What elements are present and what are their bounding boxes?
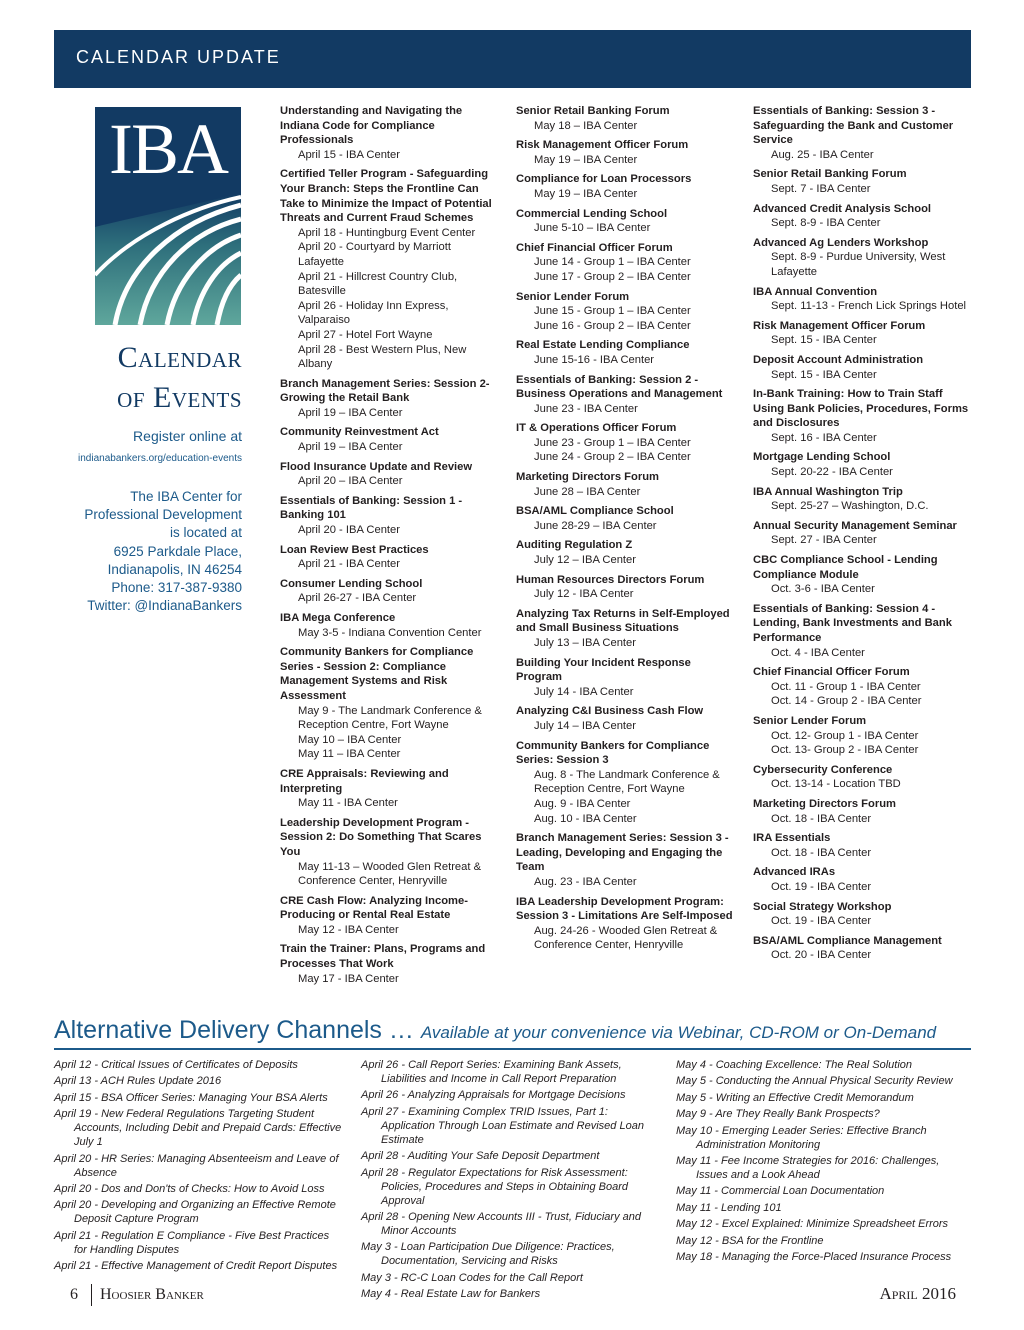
event-title: CBC Compliance School - Lending Compliance Module [753,554,938,581]
webinar-item: May 5 - Conducting the Annual Physical Security Review [676,1075,953,1088]
webinar-item: April 27 - Examining Complex TRID Issues, Part 1: Application Through Loan Estimate and Revised Loan Estimate [361,1105,644,1146]
event-date: June 24 - Group 2 – IBA Center [534,451,691,464]
alt-delivery-column-2 [361,1058,661,1304]
event-item [280,543,495,572]
event-date: Oct. 13- Group 2 - IBA Center [771,744,919,757]
webinar-item: May 4 - Real Estate Law for Bankers [361,1288,541,1301]
event-title: Advanced IRAs [753,866,836,879]
webinar-item: May 12 - Excel Explained: Minimize Spreadsheet Errors [676,1218,949,1231]
event-date: April 18 - Huntingburg Event Center [298,226,476,239]
event-title: IBA Leadership Development Program: Session 3 - Limitations Are Self-Imposed [516,895,733,923]
event-title: Flood Insurance Update and Review [280,460,473,473]
event-item [280,645,495,762]
event-title: Branch Management Series: Session 3 - Leading, Developing and Engaging the Team [516,832,729,874]
events-column-2 [516,104,738,958]
webinar-item: April 13 - ACH Rules Update 2016 [54,1075,222,1088]
event-date: Oct. 13-14 - Location TBD [771,778,901,791]
event-date: July 14 – IBA Center [534,719,636,732]
event-item [516,241,738,285]
event-date: Oct. 18 - IBA Center [771,812,872,825]
event-item [280,942,495,986]
event-item [753,104,969,162]
event-item [753,353,969,382]
webinar-item: May 5 - Writing an Effective Credit Memorandum [676,1091,914,1104]
event-item [280,767,495,811]
event-item [516,290,738,334]
magazine-name: Hoosier Banker [100,1286,204,1303]
event-date: Aug. 25 - IBA Center [771,148,874,161]
event-item [753,387,969,445]
event-item [753,665,969,709]
register-url[interactable]: indianabankers.org/education-events [78,453,242,464]
event-title: In-Bank Training: How to Train Staff Using Bank Policies, Procedures, Forms and Disclosures [753,388,969,430]
event-title: IBA Mega Conference [280,612,396,624]
event-title: Essentials of Banking: Session 4 - Lending, Bank Investments and Bank Performance [753,602,952,644]
event-title: IBA Annual Convention [753,285,878,298]
event-date: May 12 - IBA Center [298,923,399,936]
event-title: Human Resources Directors Forum [516,573,705,586]
event-title: Branch Management Series: Session 2- Growing the Retail Bank [280,377,490,405]
event-item [516,538,738,567]
event-date: June 15-16 - IBA Center [534,353,655,366]
event-date: May 11 - IBA Center [298,797,398,810]
event-date: Sept. 20-22 - IBA Center [771,466,893,479]
event-title: Social Strategy Workshop [753,900,892,913]
event-title: Essentials of Banking: Session 1 - Banking 101 [280,494,463,522]
header-bar [54,30,971,88]
event-title: Risk Management Officer Forum [516,139,689,152]
event-item [280,104,495,162]
event-date: Aug. 23 - IBA Center [534,875,637,888]
event-date: Oct. 4 - IBA Center [771,646,865,659]
divider [54,1048,971,1050]
event-item [516,739,738,827]
event-date: April 21 - Hillcrest Country Club, Batesville [298,270,458,298]
event-title: Annual Security Management Seminar [753,519,957,532]
alt-delivery-column-1 [54,1058,344,1276]
event-item [753,285,969,314]
event-title: Building Your Incident Response Program [516,656,691,684]
webinar-item: April 28 - Auditing Your Safe Deposit Department [361,1150,600,1163]
webinar-item: May 10 - Emerging Leader Series: Effective Branch Administration Monitoring [676,1124,927,1151]
event-title: Cybersecurity Conference [753,763,893,776]
event-date: April 20 - IBA Center [298,524,400,537]
event-date: May 17 - IBA Center [298,972,399,985]
event-item [280,494,495,538]
event-item [516,138,738,167]
event-title: Chief Financial Officer Forum [516,241,673,254]
event-title: Senior Lender Forum [516,290,630,303]
event-date: April 19 – IBA Center [298,406,403,419]
event-date: April 20 - Courtyard by Marriott Lafayette [298,241,451,268]
address-line: is located at [169,525,242,541]
event-title: Analyzing C&I Business Cash Flow [516,705,704,718]
event-item [516,607,738,651]
event-title: IRA Essentials [753,832,831,845]
event-title: IBA Annual Washington Trip [753,485,903,498]
event-date: April 28 - Best Western Plus, New Albany [298,343,467,371]
event-item [753,763,969,792]
webinar-item: May 4 - Coaching Excellence: The Real Solution [676,1059,913,1071]
webinar-item: May 9 - Are They Really Bank Prospects? [676,1108,880,1121]
event-date: Sept. 15 - IBA Center [771,368,877,381]
event-date: Oct. 14 - Group 2 - IBA Center [771,695,922,708]
calendar-title [60,338,242,418]
address-line: Indianapolis, IN 46254 [107,561,242,577]
event-date: Sept. 25-27 – Washington, D.C. [771,500,929,513]
event-item [753,831,969,860]
event-title: Certified Teller Program - Safeguarding Your Branch: Steps the Frontline Can Take to Minimize the Impact of Potential Threats and Current Fraud Schemes [280,168,492,225]
event-item [516,470,738,499]
address-line: Professional Development [84,507,242,523]
event-date: June 28 – IBA Center [534,485,641,498]
event-date: Sept. 16 - IBA Center [771,431,877,444]
event-item [753,934,969,963]
event-item [516,831,738,889]
event-date: Oct. 11 - Group 1 - IBA Center [771,680,921,693]
address-line: Phone: 317-387-9380 [111,580,242,596]
event-item [280,816,495,889]
event-date: Sept. 15 - IBA Center [771,334,877,347]
event-date: June 14 - Group 1 – IBA Center [534,256,691,269]
webinar-item: May 11 - Fee Income Strategies for 2016: Challenges, Issues and a Look Ahead [676,1154,940,1181]
webinar-item: April 28 - Regulator Expectations for Risk Assessment: Policies, Procedures and Steps in Obtaining Board Approval [361,1166,629,1207]
event-date: May 3-5 - Indiana Convention Center [298,626,482,639]
event-title: Community Bankers for Compliance Series - Session 2: Compliance Management Systems and Risk Assessment [280,646,474,702]
event-item [280,460,495,489]
event-title: Essentials of Banking: Session 3 - Safeguarding the Bank and Customer Service [753,105,954,147]
event-title: Advanced Credit Analysis School [753,202,932,215]
calendar-title-line1: Calendar [117,341,242,374]
event-title: Real Estate Lending Compliance [516,339,690,352]
event-item [516,504,738,533]
event-date: July 13 – IBA Center [534,637,636,649]
event-title: Community Reinvestment Act [280,426,439,439]
event-title: CRE Appraisals: Reviewing and Interpreting [280,767,449,795]
event-item [753,553,969,597]
alt-delivery-title: Alternative Delivery Channels … [54,1016,414,1044]
event-title: Loan Review Best Practices [280,543,429,556]
webinar-item: April 20 - Dos and Don'ts of Checks: How to Avoid Loss [54,1182,325,1195]
event-date: Sept. 8-9 - Purdue University, West Lafayette [771,251,946,278]
register-text: Register online at [133,428,242,444]
event-date: June 23 - Group 1 – IBA Center [534,436,691,449]
address-line: The IBA Center for [130,489,242,504]
event-title: Marketing Directors Forum [516,471,659,484]
event-date: July 14 - IBA Center [534,685,634,698]
event-date: June 5-10 – IBA Center [534,222,651,235]
event-item [753,450,969,479]
alt-delivery-heading [54,1016,971,1045]
webinar-item: April 20 - Developing and Organizing an Effective Remote Deposit Capture Program [54,1199,336,1226]
event-item [753,167,969,196]
event-date: Sept. 11-13 - French Lick Springs Hotel [771,300,967,313]
webinar-item: April 15 - BSA Officer Series: Managing Your BSA Alerts [54,1091,328,1104]
event-item [516,207,738,236]
event-item [753,485,969,514]
webinar-item: April 21 - Effective Management of Credit Report Disputes [54,1260,338,1273]
event-title: BSA/AML Compliance Management [753,934,942,947]
event-item [753,602,969,660]
webinar-item: May 12 - BSA for the Frontline [676,1234,824,1247]
event-date: June 15 - Group 1 – IBA Center [534,305,691,318]
event-date: June 16 - Group 2 – IBA Center [534,319,691,332]
event-item [753,900,969,929]
event-date: Oct. 3-6 - IBA Center [771,583,875,596]
event-date: Oct. 20 - IBA Center [771,949,872,962]
webinar-item: May 11 - Commercial Loan Documentation [676,1185,885,1198]
event-date: July 12 – IBA Center [534,554,636,567]
event-item [516,421,738,465]
header-title: CALENDAR UPDATE [76,47,281,67]
events-column-1 [280,104,495,991]
alt-delivery-column-3 [676,1058,971,1266]
event-title: Compliance for Loan Processors [516,173,692,186]
event-item [516,172,738,201]
event-title: Auditing Regulation Z [516,539,633,552]
event-title: IT & Operations Officer Forum [516,422,677,435]
event-title: Analyzing Tax Returns in Self-Employed and Small Business Situations [516,607,730,635]
center-address [60,488,242,615]
event-item [753,202,969,231]
event-date: Oct. 19 - IBA Center [771,915,872,928]
event-title: Mortgage Lending School [753,451,891,464]
address-line: 6925 Parkdale Place, [113,543,242,559]
event-item [753,797,969,826]
webinar-item: April 19 - New Federal Regulations Targeting Student Accounts, Including Debit and Prepaid Cards: Effective July 1 [54,1108,342,1149]
event-date: April 21 - IBA Center [298,558,400,571]
event-item [516,573,738,602]
event-date: Oct. 19 - IBA Center [771,880,872,893]
event-item [753,519,969,548]
event-title: Risk Management Officer Forum [753,319,926,332]
events-column-3 [753,104,969,968]
event-date: May 11-13 – Wooded Glen Retreat & Conference Center, Henryville [298,860,482,888]
webinar-item: May 11 - Lending 101 [676,1201,782,1214]
event-date: Sept. 27 - IBA Center [771,534,877,547]
event-date: April 19 – IBA Center [298,441,403,454]
event-title: Understanding and Navigating the Indiana Code for Compliance Professionals [280,105,463,147]
event-date: Aug. 8 - The Landmark Conference & Reception Centre, Fort Wayne [534,768,720,796]
event-date: Oct. 12- Group 1 - IBA Center [771,729,919,742]
event-date: April 26 - Holiday Inn Express, Valparaiso [298,299,449,327]
event-date: April 15 - IBA Center [298,148,400,161]
event-date: Sept. 7 - IBA Center [771,182,871,195]
event-item [516,656,738,700]
event-date: Aug. 10 - IBA Center [534,812,637,825]
alt-delivery-subtitle: Available at your convenience via Webinar, CD-ROM or On-Demand [420,1023,937,1042]
event-item [280,894,495,938]
webinar-item: April 21 - Regulation E Compliance - Five Best Practices for Handling Disputes [54,1229,330,1256]
event-date: Aug. 24-26 - Wooded Glen Retreat & Conference Center, Henryville [534,924,718,952]
event-date: June 23 - IBA Center [534,402,638,415]
webinar-item: April 20 - HR Series: Managing Absenteeism and Leave of Absence [54,1152,339,1179]
event-item [753,865,969,894]
event-date: April 26-27 - IBA Center [298,592,417,605]
event-title: Leadership Development Program - Session 2: Do Something That Scares You [280,816,482,858]
event-title: Chief Financial Officer Forum [753,666,910,679]
webinar-item: April 26 - Call Report Series: Examining Bank Assets, Liabilities and Income in Call Report Preparation [361,1059,622,1085]
event-title: Senior Retail Banking Forum [516,105,670,117]
event-date: Oct. 18 - IBA Center [771,846,872,859]
event-title: Advanced Ag Lenders Workshop [753,236,929,249]
webinar-item: May 3 - RC-C Loan Codes for the Call Report [361,1271,583,1284]
event-title: Essentials of Banking: Session 2 - Business Operations and Management [516,373,723,401]
event-item [753,236,969,280]
webinar-item: May 18 - Managing the Force-Placed Insurance Process [676,1250,952,1263]
event-item [516,338,738,367]
event-item [753,714,969,758]
event-title: Senior Lender Forum [753,714,867,727]
event-date: June 17 - Group 2 – IBA Center [534,270,691,283]
event-title: Train the Trainer: Plans, Programs and Processes That Work [280,943,486,971]
event-date: May 11 – IBA Center [298,748,401,761]
event-date: July 12 - IBA Center [534,588,634,601]
event-date: May 19 – IBA Center [534,187,638,200]
event-title: Consumer Lending School [280,577,423,590]
address-line: Twitter: @IndianaBankers [87,598,242,614]
webinar-item: May 3 - Loan Participation Due Diligence: Practices, Documentation, Servicing and Risks [361,1241,615,1268]
event-item [516,373,738,417]
event-title: Senior Retail Banking Forum [753,168,907,181]
iba-logo [95,107,241,325]
event-date: May 9 - The Landmark Conference & Reception Centre, Fort Wayne [298,704,482,732]
webinar-item: April 12 - Critical Issues of Certificates of Deposits [54,1059,298,1071]
logo-text: IBA [109,109,227,189]
event-item [516,704,738,733]
event-item [280,377,495,421]
event-item [516,104,738,133]
event-date: Sept. 8-9 - IBA Center [771,217,881,230]
event-date: Aug. 9 - IBA Center [534,797,631,810]
event-title: Commercial Lending School [516,207,668,220]
event-date: April 20 – IBA Center [298,475,403,488]
event-title: CRE Cash Flow: Analyzing Income-Producing or Rental Real Estate [280,894,468,922]
event-item [280,577,495,606]
webinar-item: April 26 - Analyzing Appraisals for Mortgage Decisions [361,1089,626,1102]
issue-date: April 2016 [879,1284,956,1303]
event-title: Community Bankers for Compliance Series: Session 3 [516,739,710,767]
page-number: 6 [70,1286,78,1303]
event-item [280,425,495,454]
event-item [753,319,969,348]
footer-separator [91,1284,92,1306]
event-date: May 18 – IBA Center [534,119,638,132]
event-date: May 10 – IBA Center [298,733,402,746]
event-title: Marketing Directors Forum [753,797,896,810]
event-item [280,167,495,371]
event-date: June 28-29 – IBA Center [534,519,657,532]
calendar-title-line2: of Events [117,381,242,414]
event-date: May 19 – IBA Center [534,153,638,166]
event-date: April 27 - Hotel Fort Wayne [298,328,433,341]
event-item [280,611,495,640]
event-title: Deposit Account Administration [753,353,924,366]
webinar-item: April 28 - Opening New Accounts III - Trust, Fiduciary and Minor Accounts [361,1210,642,1237]
event-title: BSA/AML Compliance School [516,505,674,518]
event-item [516,895,738,953]
